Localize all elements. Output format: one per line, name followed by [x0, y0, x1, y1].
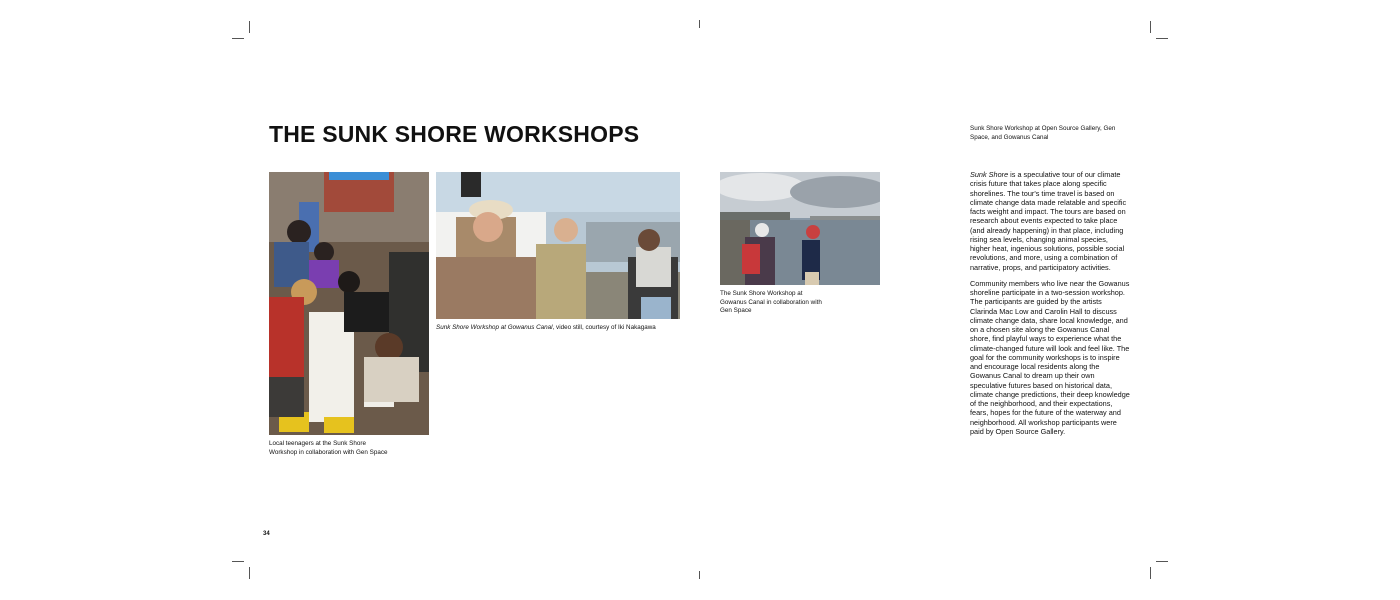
crop-mark — [1150, 21, 1151, 33]
body-paragraph-1-text: is a speculative tour of our climate crisis future that takes place along specific shorelines. The tour's time travel is based on climate change data made relatable and specific facts weight and impact. The tours are based on research about events expected to take place (and already happening) in that place, including rising sea levels, changing animal species, higher heat, ingenious solutions, possible social revolutions, and more, using a combination of narrative, props, and participatory activities. — [970, 170, 1127, 272]
page-title: THE SUNK SHORE WORKSHOPS — [269, 121, 640, 147]
body-paragraph-1 — [970, 170, 1130, 272]
crop-mark — [249, 567, 250, 579]
body-text — [970, 170, 1130, 443]
crop-mark — [1150, 567, 1151, 579]
crop-mark — [1156, 38, 1168, 39]
crop-mark — [249, 21, 250, 33]
crop-mark — [232, 561, 244, 562]
section-heading: Sunk Shore Workshop at Open Source Gallery, Gen Space, and Gowanus Canal — [970, 125, 1116, 141]
shoreline-workshop-photo — [720, 172, 880, 285]
canal-still-caption — [436, 324, 656, 333]
crop-mark — [1156, 561, 1168, 562]
crop-mark — [232, 38, 244, 39]
crop-mark — [699, 571, 700, 579]
teenagers-workshop-photo — [269, 172, 429, 435]
page-number: 34 — [263, 531, 270, 537]
shoreline-photo-caption: The Sunk Shore Workshop at Gowanus Canal in collaboration with Gen Space — [720, 290, 822, 315]
crop-mark — [699, 20, 700, 28]
canal-workshop-video-still — [436, 172, 680, 319]
canal-still-caption-italic: Sunk Shore Workshop at Gowanus Canal — [436, 324, 553, 331]
sunk-shore-italic: Sunk Shore — [970, 170, 1009, 179]
body-paragraph-2: Community members who live near the Gowanus shoreline participate in a two-session workshop. The participants are guided by the artists Clarinda Mac Low and Carolin Hall to discuss climate change data, share local knowledge, and on a chosen site along the Gowanus Canal shore, find playful ways to experience what the climate-changed future will look and feel like. The goal for the community workshops is to inspire and encourage local residents along the Gowanus Canal to dream up their own speculative futures based on historical data, climate change predictions, their deep knowledge of the neighborhood, and their expectations, fears, hopes for the future of the waterway and neighborhood. All workshop participants were paid by Open Source Gallery. — [970, 278, 1130, 436]
canal-still-caption-rest: , video still, courtesy of Iki Nakagawa — [552, 324, 656, 331]
teenagers-photo-caption: Local teenagers at the Sunk Shore Workshop in collaboration with Gen Space — [269, 440, 388, 456]
